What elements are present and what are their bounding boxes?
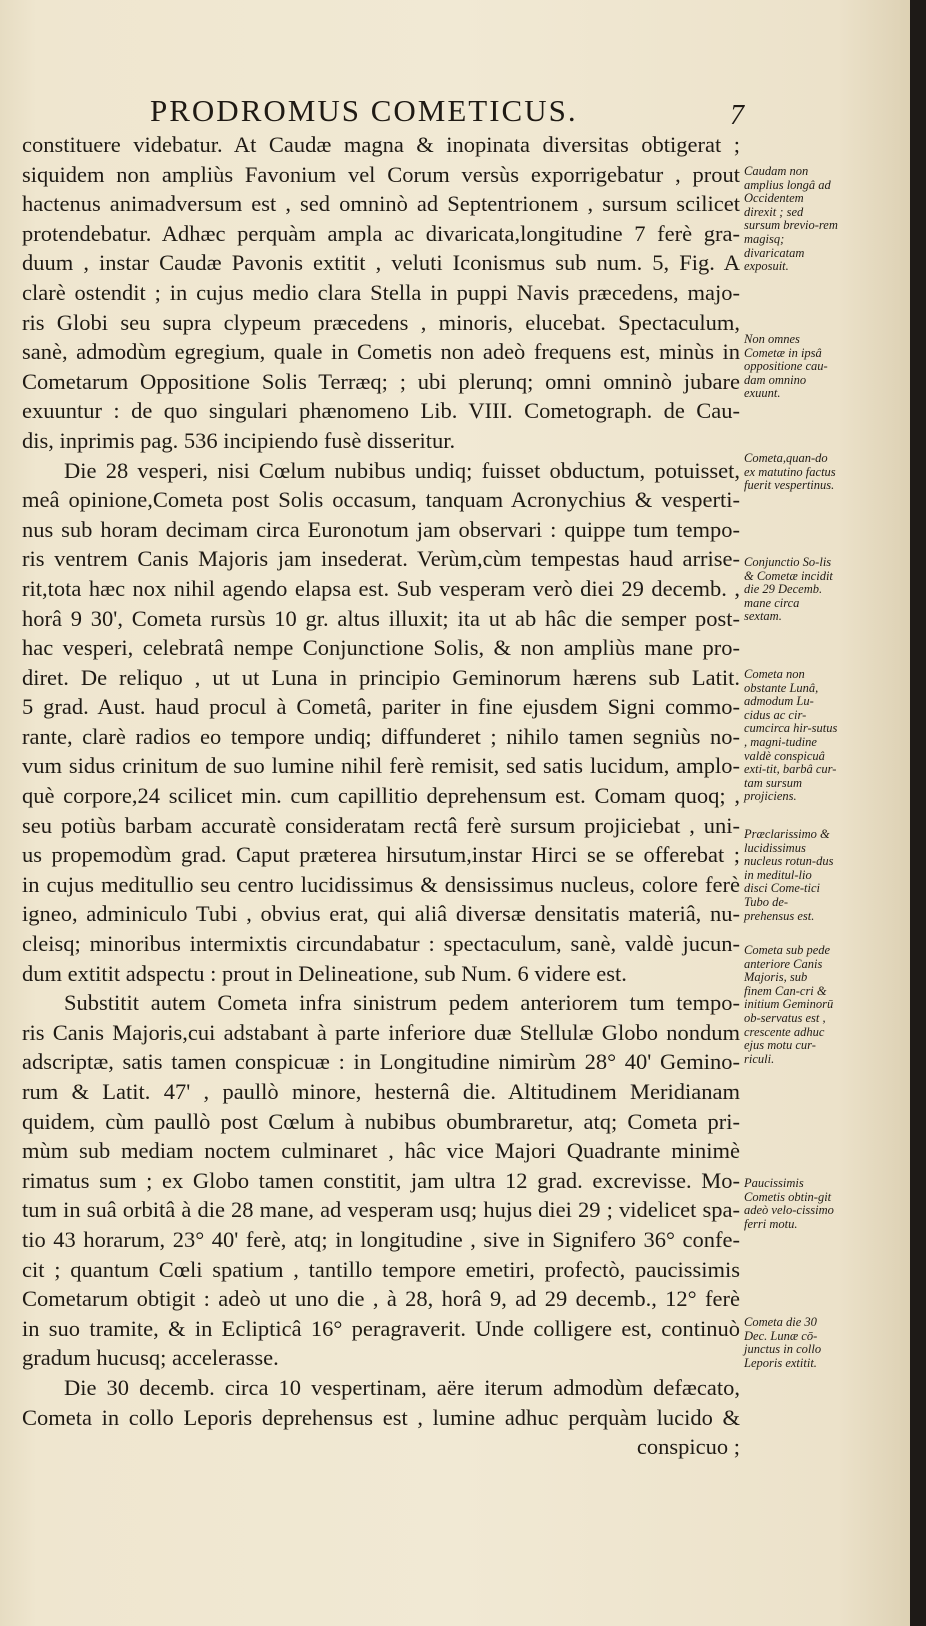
- text-line: dum extitit adspectu : prout in Delineatione, sub Num. 6 videre est.: [22, 960, 627, 986]
- page-number: 7: [730, 100, 744, 131]
- margin-note: Cometa sub pede anteriore Canis Majoris, sub finem Can-cri & initium Geminorū ob-servatus est , crescente adhuc ejus motu cur-riculi.: [744, 943, 834, 1066]
- text-line: in suo tramite, & in Eclipticâ 16° peragraverit. Unde colligere est, continuò: [22, 1315, 740, 1341]
- text-line: adscriptæ, satis tamen conspicuæ : in Longitudine nimirùm 28° 40' Gemino-: [22, 1049, 740, 1075]
- text-line: Cometarum obtigit : adeò ut uno die , à 28, horâ 9, ad 29 decemb., 12° ferè: [22, 1286, 740, 1312]
- text-line: Cometarum Oppositione Solis Terræq; ; ubi plerunq; omni omninò jubare: [22, 368, 740, 394]
- text-line: exuuntur : de quo singulari phænomeno Lib. VIII. Cometograph. de Cau-: [22, 398, 740, 424]
- page-edge: [910, 0, 926, 1626]
- text-line: igneo, adminiculo Tubi , obvius erat, qui aliâ diversæ densitatis materiâ, nu-: [22, 901, 740, 927]
- margin-note: Caudam non amplius longâ ad Occidentem direxit ; sed sursum brevio-rem magisq; divaricatam exposuit.: [744, 164, 838, 274]
- catchword: conspicuo ;: [636, 1434, 740, 1460]
- text-line: rimatus sum ; ex Globo tamen constitit, jam ultra 12 grad. excrevisse. Mo-: [22, 1167, 740, 1193]
- text-line: Die 28 vesperi, nisi Cœlum nubibus undiq; fuisset obductum, potuisset,: [64, 457, 740, 483]
- text-line: Substitit autem Cometa infra sinistrum pedem anteriorem tum tempo-: [64, 990, 740, 1016]
- text-line: cit ; quantum Cœli spatium , tantillo tempore emetiri, profectò, paucissimis: [22, 1256, 740, 1282]
- text-line: in cujus meditullio seu centro lucidissimus & densissimus nucleus, colore ferè: [22, 871, 740, 897]
- text-line: què corpore,24 scilicet min. cum capillitio deprehensum est. Comam quoq; ,: [22, 783, 740, 809]
- margin-note: Cometa non obstante Lunâ, admodum Lu-cidus ac cir-cumcirca hir-sutus , magni-tudine valdè conspicuâ exti-tit, barbâ cur-tam sursum projiciens.: [744, 667, 838, 804]
- text-line: cleisq; minoribus intermixtis circundabatur : spectaculum, sanè, valdè jucun-: [22, 931, 740, 957]
- text-line: ris ventrem Canis Majoris jam insederat. Verùm,cùm tempestas haud arrise-: [22, 546, 740, 572]
- margin-note: Conjunctio So-lis & Cometæ incidit die 29 Decemb. mane circa sextam.: [744, 555, 833, 624]
- text-line: hac vesperi, celebratâ nempe Conjunctione Solis, & non ampliùs mane pro-: [22, 635, 740, 661]
- text-line: dis, inprimis pag. 536 incipiendo fusè disseritur.: [22, 427, 456, 453]
- text-line: protendebatur. Adhæc perquàm ampla ac divaricata,longitudine 7 ferè gra-: [22, 220, 740, 246]
- text-line: Die 30 decemb. circa 10 vespertinam, aëre iterum admodùm defæcato,: [64, 1374, 740, 1400]
- margin-note: Cometa die 30 Dec. Lunæ cō-junctus in collo Leporis extitit.: [744, 1315, 822, 1370]
- text-line: tio 43 horarum, 23° 40' ferè, atq; in longitudine , sive in Signifero 36° confe-: [22, 1226, 740, 1252]
- text-line: meâ opinione,Cometa post Solis occasum, tanquam Acronychius & vesperti-: [22, 487, 740, 513]
- text-line: Cometa in collo Leporis deprehensus est , lumine adhuc perquàm lucido &: [22, 1404, 740, 1430]
- text-line: duum , instar Caudæ Pavonis extitit , veluti Iconismus sub num. 5, Fig. A: [22, 250, 740, 276]
- text-line: rante, clarè radios eo tempore undiq; diffunderet ; nihilo tamen segniùs no-: [22, 723, 740, 749]
- text-line: siquidem non ampliùs Favonium vel Corum versùs exporrigebatur , prout: [22, 161, 740, 187]
- margin-note: Non omnes Cometæ in ipsâ oppositione cau-dam omnino exuunt.: [744, 332, 828, 401]
- text-line: vum sidus crinitum de suo lumine nihil ferè remisit, sed satis lucidum, amplo-: [22, 753, 740, 779]
- text-line: 5 grad. Aust. haud procul à Cometâ, pariter in fine ejusdem Signi commo-: [22, 694, 740, 720]
- running-head: PRODROMUS COMETICUS.: [150, 93, 578, 128]
- text-line: rit,tota hæc nox nihil agendo elapsa est. Sub vesperam verò diei 29 decemb. ,: [22, 575, 740, 601]
- main-text: [22, 130, 740, 1462]
- text-line: ris Globi seu supra clypeum præcedens , minoris, elucebat. Spectaculum,: [22, 309, 740, 335]
- text-line: sanè, admodùm egregium, quale in Cometis non adeò frequens est, minùs in: [22, 339, 740, 365]
- text-line: seu potiùs barbam accuratè consideratam rectâ ferè sursum projiciebat , uni-: [22, 812, 740, 838]
- text-line: tum in suâ orbitâ à die 28 mane, ad vesperam usq; hujus diei 29 ; videlicet spa-: [22, 1197, 740, 1223]
- margin-note: Paucissimis Cometis obtin-git adeò velo-cissimo ferri motu.: [744, 1176, 834, 1231]
- text-line: horâ 9 30', Cometa rursùs 10 gr. altus illuxit; ita ut ab hâc die semper post-: [22, 605, 740, 631]
- margin-note: Præclarissimo & lucidissimus nucleus rotun-dus in meditul-lio disci Come-tici Tubo de-prehensus est.: [744, 827, 834, 923]
- text-line: constituere videbatur. At Caudæ magna & inopinata diversitas obtigerat ;: [22, 132, 740, 157]
- text-line: quidem, cùm paullò post Cœlum à nubibus obumbraretur, atq; Cometa pri-: [22, 1108, 740, 1134]
- text-line: hactenus animadversum est , sed omninò ad Septentrionem , sursum scilicet: [22, 191, 740, 217]
- text-line: us propemodùm grad. Caput præterea hirsutum,instar Hirci se se offerebat ;: [22, 842, 740, 868]
- text-line: diret. De reliquo , ut ut Luna in principio Geminorum hærens sub Latit.: [22, 664, 740, 690]
- text-line: gradum hucusq; accelerasse.: [22, 1345, 279, 1371]
- text-line: clarè ostendit ; in cujus medio clara Stella in puppi Navis præcedens, majo-: [22, 279, 740, 305]
- margin-note: Cometa,quan-do ex matutino factus fuerit vespertinus.: [744, 451, 836, 493]
- text-line: nus sub horam decimam circa Euronotum jam observari : quippe tum tempo-: [22, 516, 740, 542]
- text-line: ris Canis Majoris,cui adstabant à parte inferiore duæ Stellulæ Globo nondum: [22, 1019, 740, 1045]
- text-line: mùm sub mediam noctem culminaret , hâc vice Majori Quadrante minimè: [22, 1138, 740, 1164]
- text-line: rum & Latit. 47' , paullò minore, hesternâ die. Altitudinem Meridianam: [22, 1079, 740, 1104]
